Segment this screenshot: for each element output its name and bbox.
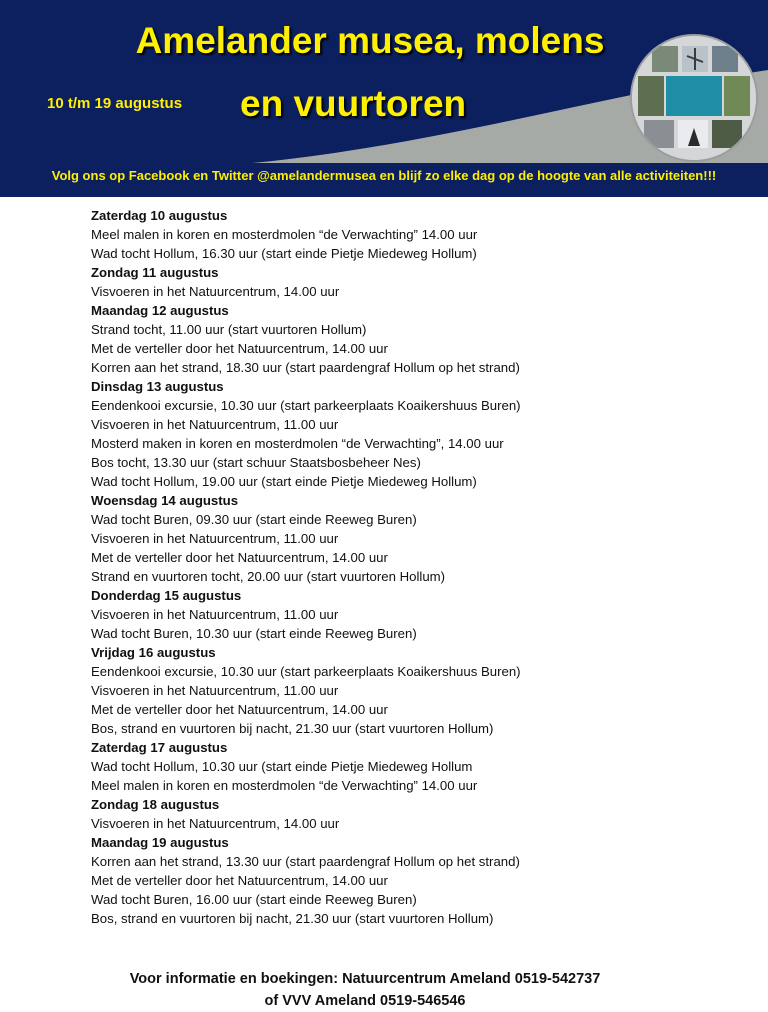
day-section [91, 377, 731, 491]
activity-item: Visvoeren in het Natuurcentrum, 11.00 uur [91, 607, 339, 622]
day-title: Vrijdag 16 augustus [91, 645, 216, 660]
day-title: Zaterdag 10 augustus [91, 208, 228, 223]
day-title: Zondag 11 augustus [91, 265, 219, 280]
activity-item: Korren aan het strand, 13.30 uur (start paardengraf Hollum op het strand) [91, 854, 520, 869]
activity-item: Wad tocht Hollum, 16.30 uur (start einde Pietje Miedeweg Hollum) [91, 246, 477, 261]
activity-item: Visvoeren in het Natuurcentrum, 14.00 uur [91, 284, 340, 299]
activity-item: Wad tocht Hollum, 10.30 uur (start einde Pietje Miedeweg Hollum [91, 759, 473, 774]
activity-item: Eendenkooi excursie, 10.30 uur (start parkeerplaats Koaikershuus Buren) [91, 664, 521, 679]
day-section [91, 795, 731, 833]
activity-item: Bos, strand en vuurtoren bij nacht, 21.30 uur (start vuurtoren Hollum) [91, 911, 494, 926]
day-section [91, 491, 731, 586]
photo-collage-icon [632, 36, 756, 160]
day-section [91, 301, 731, 377]
activity-item: Met de verteller door het Natuurcentrum, 14.00 uur [91, 873, 388, 888]
header-banner [0, 0, 768, 197]
activity-item: Meel malen in koren en mosterdmolen “de Verwachting” 14.00 uur [91, 227, 478, 242]
day-title: Zaterdag 17 augustus [91, 740, 228, 755]
day-title: Maandag 19 augustus [91, 835, 229, 850]
day-section [91, 643, 731, 738]
day-title: Dinsdag 13 augustus [91, 379, 224, 394]
day-section [91, 738, 731, 795]
day-title: Woensdag 14 augustus [91, 493, 239, 508]
day-section [91, 206, 731, 263]
activity-item: Met de verteller door het Natuurcentrum, 14.00 uur [91, 341, 388, 356]
activity-item: Visvoeren in het Natuurcentrum, 11.00 uur [91, 531, 339, 546]
activity-item: Visvoeren in het Natuurcentrum, 11.00 uur [91, 683, 339, 698]
activity-item: Korren aan het strand, 18.30 uur (start paardengraf Hollum op het strand) [91, 360, 520, 375]
activity-item: Visvoeren in het Natuurcentrum, 11.00 uur [91, 417, 339, 432]
day-title: Zondag 18 augustus [91, 797, 220, 812]
day-title: Maandag 12 augustus [91, 303, 229, 318]
activity-item: Met de verteller door het Natuurcentrum, 14.00 uur [91, 702, 388, 717]
activity-program [91, 206, 731, 928]
activity-item: Met de verteller door het Natuurcentrum, 14.00 uur [91, 550, 388, 565]
activity-item: Eendenkooi excursie, 10.30 uur (start parkeerplaats Koaikershuus Buren) [91, 398, 521, 413]
day-title: Donderdag 15 augustus [91, 588, 242, 603]
day-section [91, 833, 731, 928]
activity-item: Bos tocht, 13.30 uur (start schuur Staatsbosbeheer Nes) [91, 455, 421, 470]
title-line-1: Amelander musea, molens [135, 20, 605, 61]
day-section [91, 586, 731, 643]
activity-item: Mosterd maken in koren en mosterdmolen “de Verwachting”, 14.00 uur [91, 436, 504, 451]
photo-collage-badge [630, 34, 758, 162]
date-range: 10 t/m 19 augustus [47, 95, 183, 112]
activity-item: Strand tocht, 11.00 uur (start vuurtoren Hollum) [91, 322, 367, 337]
activity-item: Wad tocht Buren, 16.00 uur (start einde Reeweg Buren) [91, 892, 417, 907]
title-line-2: en vuurtoren [240, 83, 467, 124]
contact-footer [0, 968, 730, 1012]
activity-item: Meel malen in koren en mosterdmolen “de Verwachting” 14.00 uur [91, 778, 478, 793]
contact-line-1: Voor informatie en boekingen: Natuurcentrum Ameland 0519-542737 [129, 971, 601, 987]
activity-item: Visvoeren in het Natuurcentrum, 14.00 uur [91, 816, 340, 831]
activity-item: Bos, strand en vuurtoren bij nacht, 21.30 uur (start vuurtoren Hollum) [91, 721, 494, 736]
activity-item: Wad tocht Hollum, 19.00 uur (start einde Pietje Miedeweg Hollum) [91, 474, 477, 489]
contact-line-2: of VVV Ameland 0519-546546 [264, 993, 466, 1009]
day-section [91, 263, 731, 301]
activity-item: Strand en vuurtoren tocht, 20.00 uur (start vuurtoren Hollum) [91, 569, 446, 584]
activity-item: Wad tocht Buren, 09.30 uur (start einde Reeweg Buren) [91, 512, 417, 527]
social-follow-text: Volg ons op Facebook en Twitter @amelandermusea en blijf zo elke dag op de hoogte van alle activiteiten!!! [51, 168, 717, 183]
activity-item: Wad tocht Buren, 10.30 uur (start einde Reeweg Buren) [91, 626, 417, 641]
